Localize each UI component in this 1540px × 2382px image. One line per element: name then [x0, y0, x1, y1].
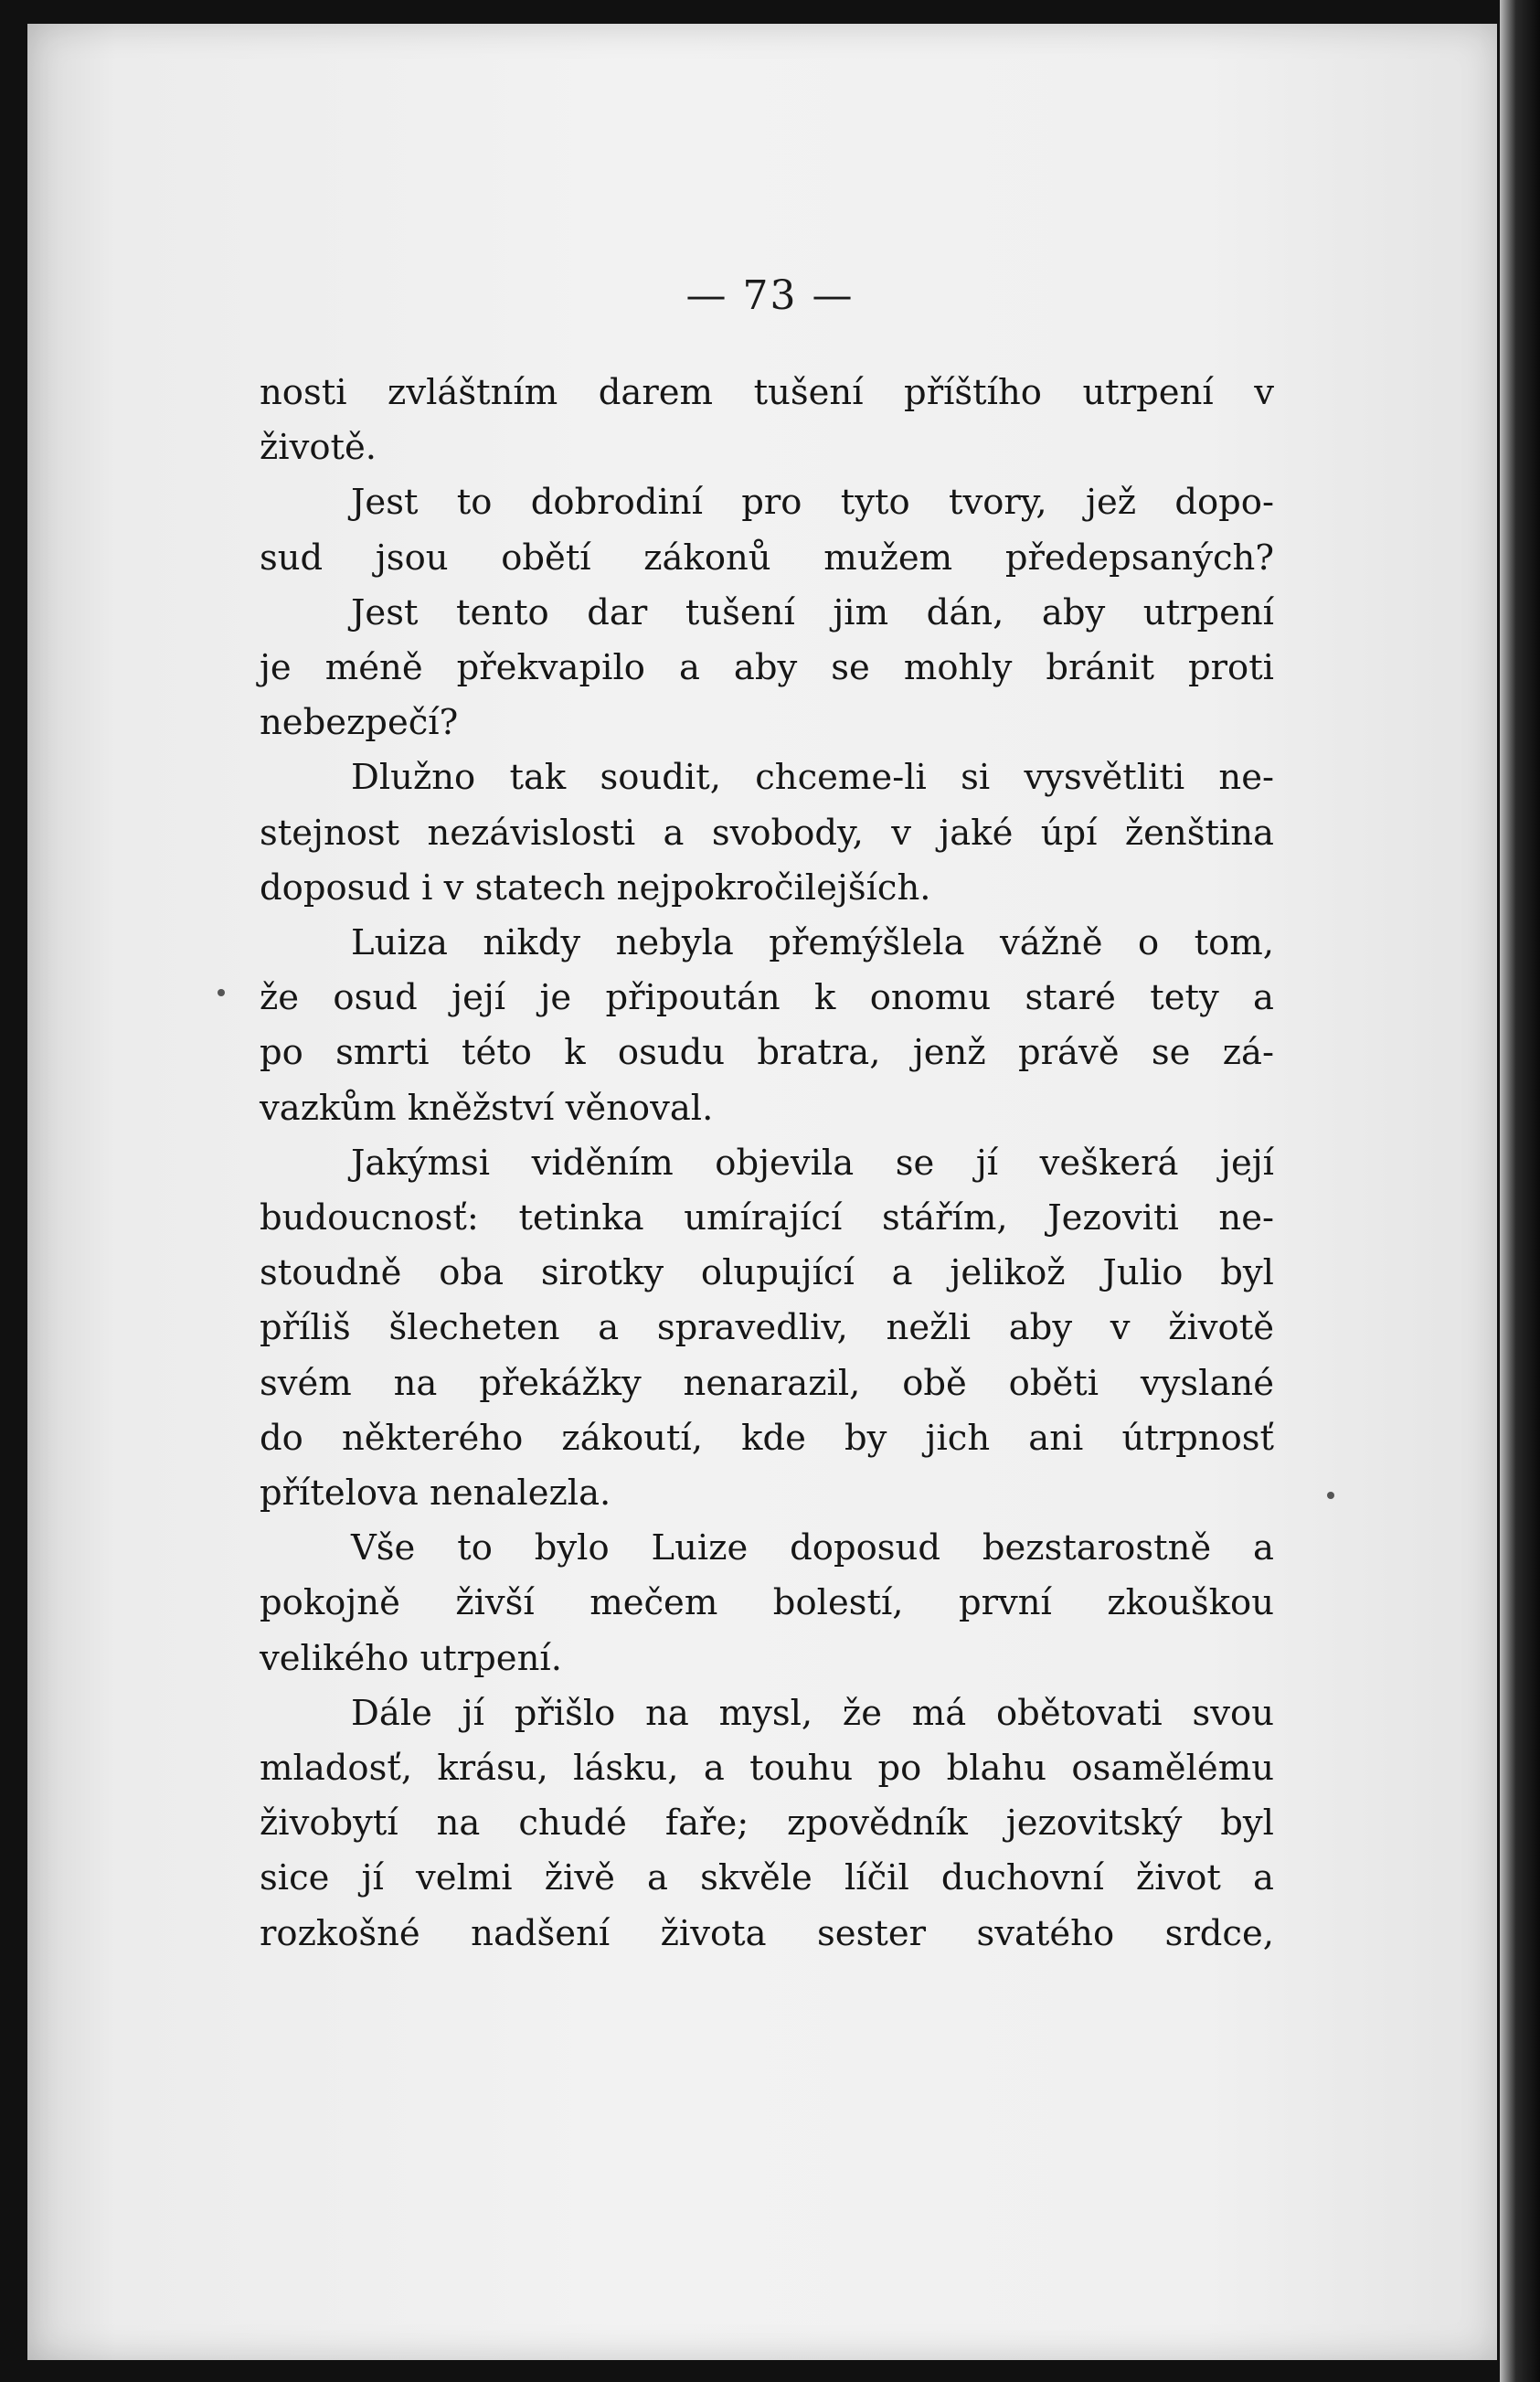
- text-line: po smrti této k osudu bratra, jenž právě se zá-: [260, 1032, 1274, 1074]
- text-line: stoudně oba sirotky olupující a jelikož Julio byl: [260, 1252, 1274, 1294]
- text-line: rozkošné nadšení života sester svatého srdce,: [260, 1912, 1274, 1954]
- text-line: příliš šlecheten a spravedliv, nežli aby v životě: [260, 1307, 1274, 1349]
- text-line: Luiza nikdy nebyla přemýšlela vážně o tom,: [351, 922, 1274, 964]
- text-line: Dlužno tak soudit, chceme-li si vysvětliti ne-: [351, 757, 1274, 799]
- text-line: pokojně živší mečem bolestí, první zkouškou: [260, 1582, 1274, 1624]
- text-line: sice jí velmi živě a skvěle líčil duchovní život a: [260, 1857, 1274, 1899]
- text-line: Jest tento dar tušení jim dán, aby utrpení: [351, 591, 1274, 633]
- text-line: velikého utrpení.: [260, 1637, 562, 1679]
- text-line: sud jsou obětí zákonů mužem předepsaných?: [260, 537, 1274, 579]
- text-line: doposud i v statech nejpokročilejších.: [260, 867, 931, 909]
- text-line: je méně překvapilo a aby se mohly bránit proti: [260, 647, 1274, 689]
- text-line: do některého zákoutí, kde by jich ani útrpnosť: [260, 1417, 1274, 1459]
- ink-speck: [218, 989, 225, 996]
- text-line: stejnost nezávislosti a svobody, v jaké úpí ženština: [260, 812, 1274, 854]
- text-line: nebezpečí?: [260, 702, 459, 744]
- text-line: Jest to dobrodiní pro tyto tvory, jež dopo-: [351, 482, 1274, 524]
- text-line: vazkům kněžství věnoval.: [260, 1087, 714, 1129]
- text-line: svém na překážky nenarazil, obě oběti vyslané: [260, 1362, 1274, 1404]
- text-line: Vše to bylo Luize doposud bezstarostně a: [351, 1527, 1274, 1569]
- text-line: životě.: [260, 427, 377, 469]
- text-line: Dále jí přišlo na mysl, že má obětovati svou: [351, 1692, 1274, 1734]
- text-line: Jakýmsi viděním objevila se jí veškerá její: [351, 1142, 1274, 1184]
- page-edge-shadow: [1500, 0, 1540, 2382]
- text-line: mladosť, krásu, lásku, a touhu po blahu osamělému: [260, 1748, 1274, 1790]
- text-line: nosti zvláštním darem tušení příštího utrpení v: [260, 372, 1274, 413]
- text-line: přítelova nenalezla.: [260, 1473, 611, 1515]
- body-text: [260, 366, 1274, 1962]
- page-number: — 73 —: [685, 272, 855, 319]
- text-line: živobytí na chudé faře; zpovědník jezovitský byl: [260, 1802, 1274, 1845]
- text-line: že osud její je připoután k onomu staré tety a: [260, 977, 1274, 1019]
- text-line: budoucnosť: tetinka umírající stářím, Jezoviti ne-: [260, 1197, 1274, 1239]
- ink-speck: [1327, 1492, 1334, 1499]
